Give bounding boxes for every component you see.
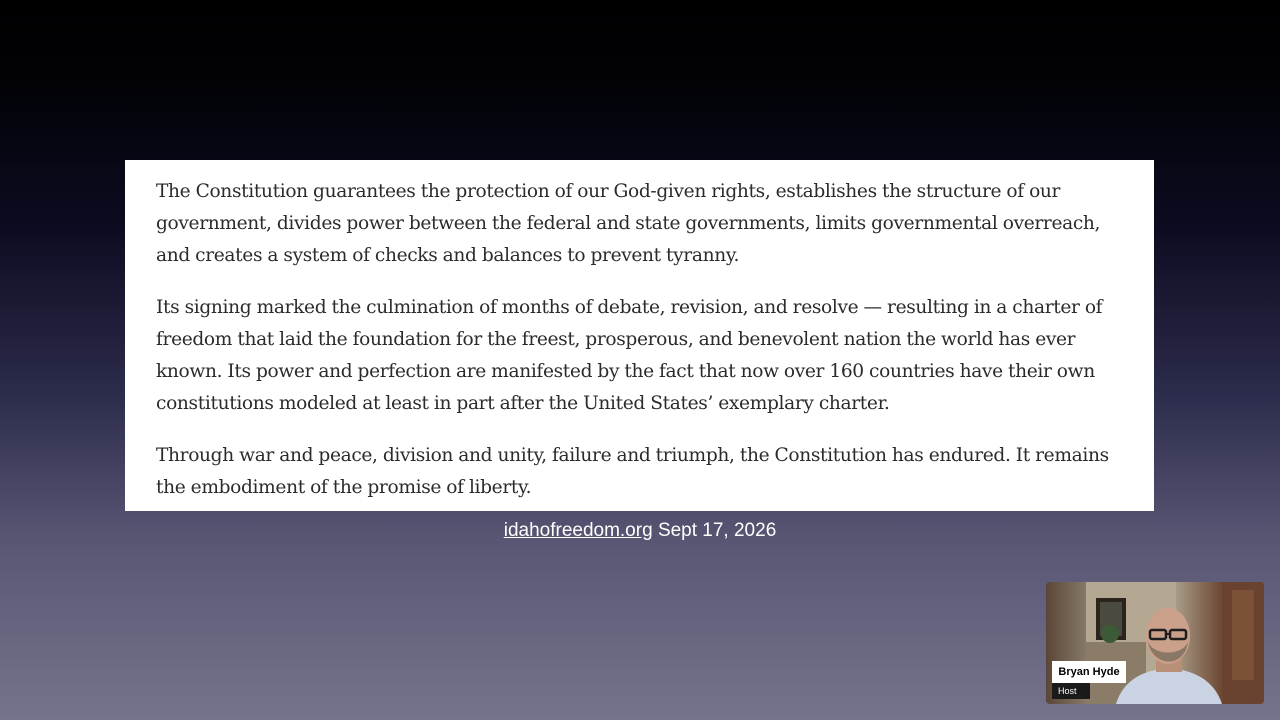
presenter-role-badge: Host [1052,683,1090,699]
source-date: Sept 17, 2026 [657,520,777,541]
quote-paragraph-1: The Constitution guarantees the protection of our God-given rights, establishes the structure of our government, divides power between the federal and state governments, limits governmental overreach, and creates a system of checks and balances to prevent tyranny. [156,181,1101,266]
presenter-name-badge: Bryan Hyde [1052,661,1126,683]
quote-paragraph-2: Its signing marked the culmination of months of debate, revision, and resolve — resulting in a charter of freedom that laid the foundation for the freest, prosperous, and benevolent nation the world has ever known. Its power and perfection are manifested by the fact that now over 160 countries have their own constitutions modeled at least in part after the United States’ exemplary charter. [156,297,1103,414]
quote-paragraph-3: Through war and peace, division and unity, failure and triumph, the Constitution has endured. It remains the embodiment of the promise of liberty. [156,445,1109,498]
quote-card [125,160,1154,511]
source-caption [0,520,1280,542]
source-link[interactable]: idahofreedom.org [503,520,653,541]
